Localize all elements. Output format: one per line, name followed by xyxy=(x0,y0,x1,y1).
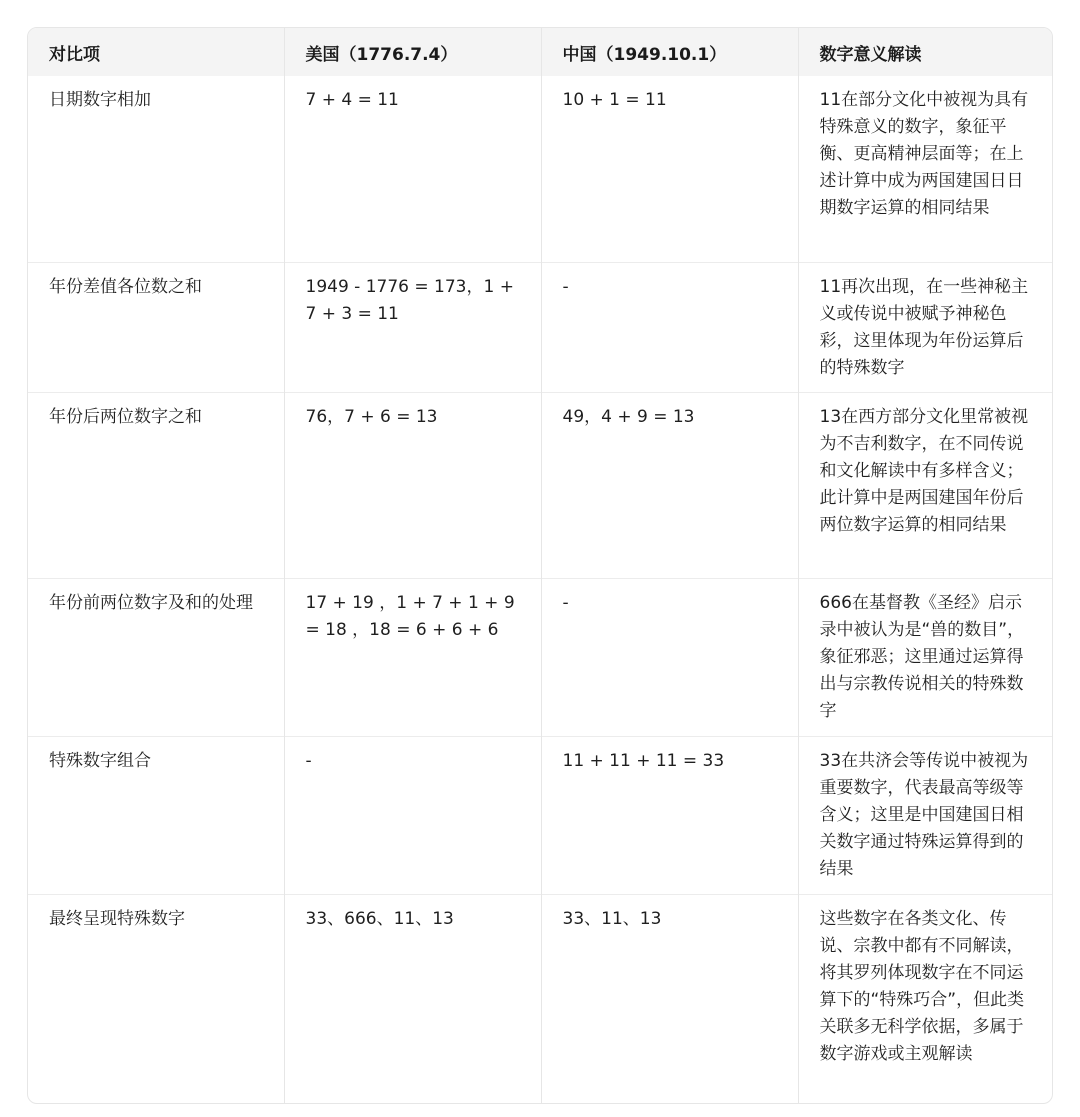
header-usa: 美国（1776.7.4） xyxy=(284,28,541,76)
cell-usa: 33、666、11、13 xyxy=(284,894,541,1104)
cell-item: 年份差值各位数之和 xyxy=(28,262,284,392)
header-comparison-item: 对比项 xyxy=(49,44,100,65)
cell-china: 10 + 1 = 11 xyxy=(541,76,798,262)
table-row xyxy=(28,736,1052,894)
table-row xyxy=(28,894,1052,1104)
comparison-table xyxy=(28,28,1052,1104)
cell-meaning: 33在共济会等传说中被视为重要数字，代表最高等级等含义；这里是中国建国日相关数字通过特殊运算得到的结果 xyxy=(798,736,1052,894)
cell-item: 特殊数字组合 xyxy=(28,736,284,894)
header-china: 中国（1949.10.1） xyxy=(541,28,798,76)
cell-usa: 1949 - 1776 = 173，1 + 7 + 3 = 11 xyxy=(284,262,541,392)
table-header-row xyxy=(28,28,1052,76)
cell-meaning: 11再次出现，在一些神秘主义或传说中被赋予神秘色彩，这里体现为年份运算后的特殊数字 xyxy=(798,262,1052,392)
cell-item: 年份后两位数字之和 xyxy=(28,392,284,578)
table-row xyxy=(28,262,1052,392)
table-body xyxy=(28,76,1052,1104)
table-row xyxy=(28,578,1052,736)
cell-usa: - xyxy=(284,736,541,894)
table-row xyxy=(28,76,1052,262)
table-row xyxy=(28,392,1052,578)
cell-china: 49，4 + 9 = 13 xyxy=(541,392,798,578)
table-header xyxy=(28,28,1052,76)
cell-usa: 7 + 4 = 11 xyxy=(284,76,541,262)
cell-china: - xyxy=(541,578,798,736)
cell-item: 日期数字相加 xyxy=(49,90,151,110)
cell-item: 最终呈现特殊数字 xyxy=(28,894,284,1104)
header-meaning: 数字意义解读 xyxy=(798,28,1052,76)
cell-china: 33、11、13 xyxy=(541,894,798,1104)
cell-item: 年份前两位数字及和的处理 xyxy=(28,578,284,736)
comparison-table-card xyxy=(27,27,1053,1104)
cell-meaning: 13在西方部分文化里常被视为不吉利数字，在不同传说和文化解读中有多样含义；此计算中是两国建国年份后两位数字运算的相同结果 xyxy=(798,392,1052,578)
cell-meaning: 这些数字在各类文化、传说、宗教中都有不同解读，将其罗列体现数字在不同运算下的“特殊巧合”，但此类关联多无科学依据，多属于数字游戏或主观解读 xyxy=(798,894,1052,1104)
cell-usa: 76，7 + 6 = 13 xyxy=(284,392,541,578)
cell-china: - xyxy=(541,262,798,392)
cell-meaning: 666在基督教《圣经》启示录中被认为是“兽的数目”，象征邪恶；这里通过运算得出与宗教传说相关的特殊数字 xyxy=(798,578,1052,736)
cell-china: 11 + 11 + 11 = 33 xyxy=(541,736,798,894)
cell-usa: 17 + 19 ，1 + 7 + 1 + 9 = 18 ，18 = 6 + 6 + 6 xyxy=(284,578,541,736)
cell-meaning: 11在部分文化中被视为具有特殊意义的数字，象征平衡、更高精神层面等；在上述计算中成为两国建国日日期数字运算的相同结果 xyxy=(798,76,1052,262)
